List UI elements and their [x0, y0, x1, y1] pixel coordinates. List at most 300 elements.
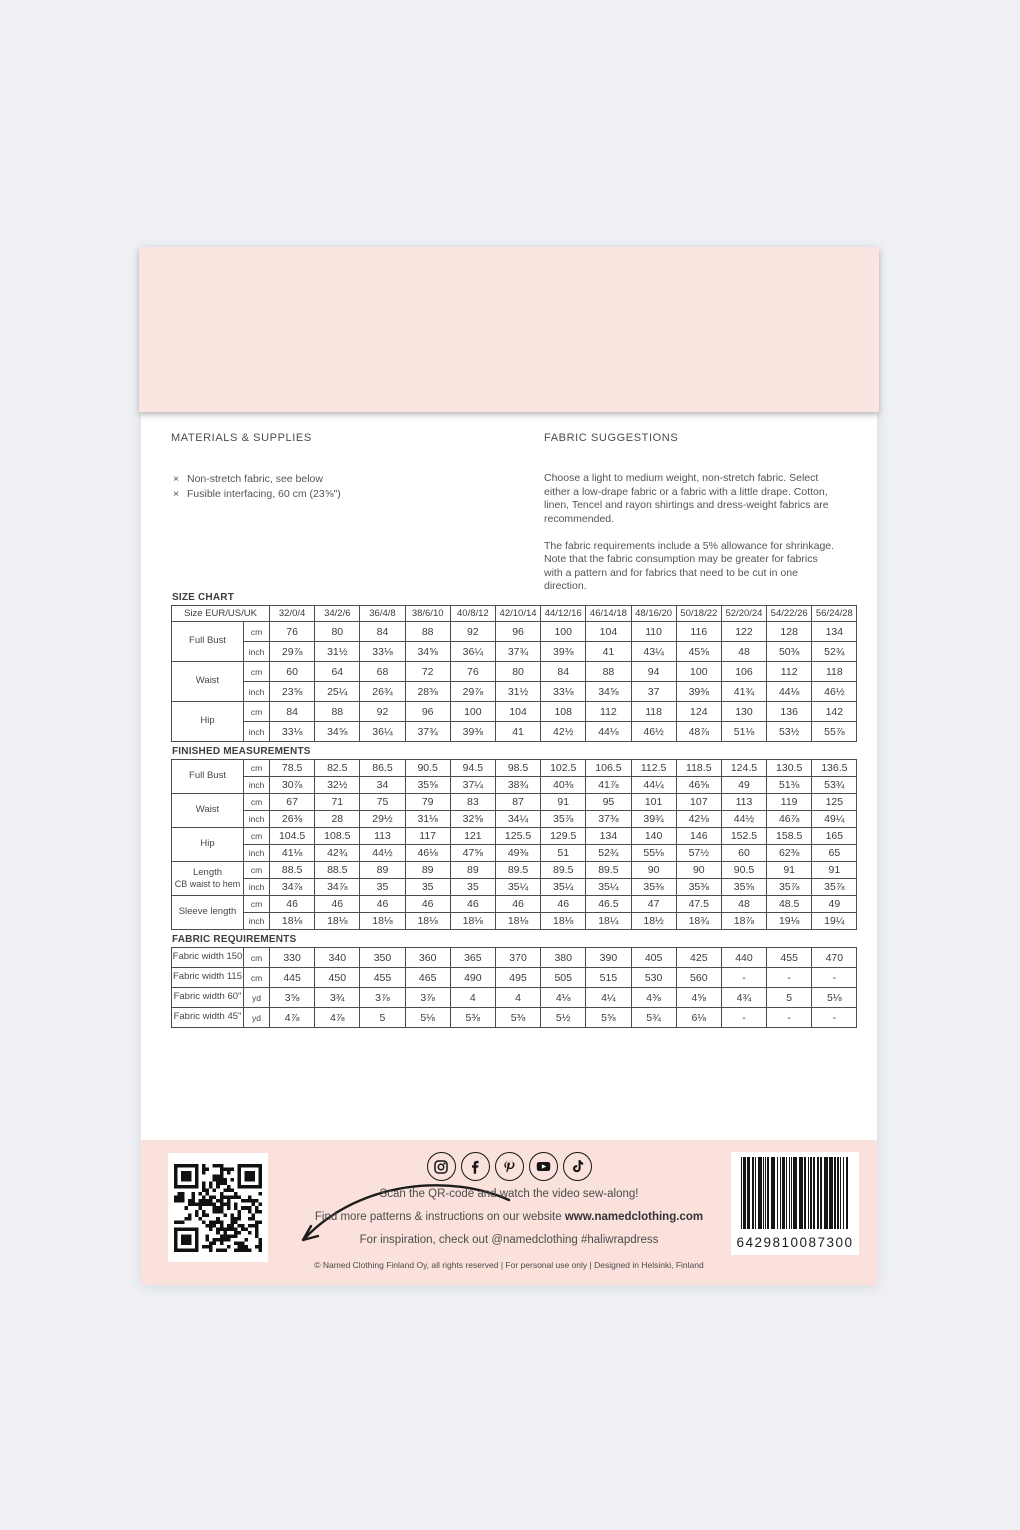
- measurement-cell: 130.5: [767, 760, 812, 777]
- measurement-cell: 88: [586, 662, 631, 682]
- measurement-cell: 152.5: [721, 828, 766, 845]
- measurement-cell: 95: [586, 794, 631, 811]
- material-item-text: Fusible interfacing, 60 cm (23⅝"): [187, 488, 341, 501]
- fabric-suggestions-section: [544, 432, 847, 592]
- list-item: [173, 487, 544, 502]
- measurement-cell: 4⅞: [315, 1008, 360, 1028]
- measurement-cell: 118: [812, 662, 857, 682]
- measurement-cell: 455: [360, 968, 405, 988]
- measurement-cell: 46½: [631, 722, 676, 742]
- measurement-cell: 46: [315, 896, 360, 913]
- measurement-cell: 3¾: [315, 988, 360, 1008]
- measurement-cell: 505: [541, 968, 586, 988]
- measurement-cell: 29½: [360, 811, 405, 828]
- row-label: Hip: [172, 828, 244, 862]
- measurement-cell: 75: [360, 794, 405, 811]
- unit-label: inch: [244, 777, 270, 794]
- measurement-cell: 72: [405, 662, 450, 682]
- measurement-cell: 49: [721, 777, 766, 794]
- measurement-cell: 465: [405, 968, 450, 988]
- measurement-cell: 113: [360, 828, 405, 845]
- unit-label: inch: [244, 642, 270, 662]
- measurement-cell: 87: [495, 794, 540, 811]
- measurement-cell: 46: [360, 896, 405, 913]
- materials-list: [173, 472, 544, 502]
- measurement-cell: 110: [631, 622, 676, 642]
- measurement-cell: 28: [315, 811, 360, 828]
- measurement-cell: 18⅛: [270, 913, 315, 930]
- measurement-cell: 47: [631, 896, 676, 913]
- measurement-cell: 18⅛: [450, 913, 495, 930]
- measurement-cell: 89.5: [586, 862, 631, 879]
- measurement-cell: 136.5: [812, 760, 857, 777]
- measurement-cell: 5¾: [631, 1008, 676, 1028]
- measurement-cell: 117: [405, 828, 450, 845]
- barcode: [731, 1152, 859, 1255]
- measurement-cell: 34⅝: [586, 682, 631, 702]
- measurement-cell: 40⅜: [541, 777, 586, 794]
- measurement-cell: 48.5: [767, 896, 812, 913]
- unit-label: cm: [244, 968, 270, 988]
- measurement-cell: 25¼: [315, 682, 360, 702]
- measurement-cell: 53¾: [812, 777, 857, 794]
- measurement-cell: 29⅞: [270, 642, 315, 662]
- measurement-cell: 88.5: [315, 862, 360, 879]
- measurement-cell: 90: [631, 862, 676, 879]
- measurement-cell: 35⅞: [767, 879, 812, 896]
- size-header-cell: 54/22/26: [767, 606, 812, 622]
- measurement-cell: 78.5: [270, 760, 315, 777]
- size-header-cell: 42/10/14: [495, 606, 540, 622]
- measurement-cell: 455: [767, 948, 812, 968]
- measurement-cell: 44½: [721, 811, 766, 828]
- measurement-cell: 106: [721, 662, 766, 682]
- fabric-suggestions-heading: FABRIC SUGGESTIONS: [544, 432, 679, 444]
- measurement-cell: 35: [405, 879, 450, 896]
- measurement-cell: 41⅛: [270, 845, 315, 862]
- measurement-cell: 31½: [495, 682, 540, 702]
- measurement-cell: 445: [270, 968, 315, 988]
- size-header-cell: 34/2/6: [315, 606, 360, 622]
- measurement-cell: 18⅛: [360, 913, 405, 930]
- measurement-cell: 4: [495, 988, 540, 1008]
- row-label-line: Length: [192, 866, 223, 878]
- measurement-cell: 18¼: [586, 913, 631, 930]
- measurement-cell: 35¼: [495, 879, 540, 896]
- measurement-cell: 51⅜: [767, 777, 812, 794]
- measurement-cell: 47.5: [676, 896, 721, 913]
- unit-label: cm: [244, 794, 270, 811]
- measurement-cell: 65: [812, 845, 857, 862]
- size-chart-table: [171, 605, 857, 742]
- measurement-cell: 33⅛: [541, 682, 586, 702]
- list-item: [173, 472, 544, 487]
- measurement-cell: 124: [676, 702, 721, 722]
- measurement-cell: -: [812, 1008, 857, 1028]
- measurement-cell: 91: [541, 794, 586, 811]
- measurement-cell: 88: [405, 622, 450, 642]
- measurement-cell: 18¾: [676, 913, 721, 930]
- measurement-cell: 32⅝: [450, 811, 495, 828]
- measurement-cell: -: [721, 968, 766, 988]
- pinterest-icon: [495, 1152, 524, 1181]
- finished-measurements-table: [171, 759, 857, 930]
- measurement-cell: 91: [767, 862, 812, 879]
- unit-label: inch: [244, 682, 270, 702]
- footer-website-prefix: Find more patterns & instructions on our website: [314, 1211, 565, 1223]
- fabric-requirements-note-paragraph: The fabric requirements include a 5% allowance for shrinkage. Note that the fabric consumption may be greater for fabrics with a pattern and for fabrics that need to be cut in one direction.: [544, 539, 835, 593]
- measurement-cell: 113: [721, 794, 766, 811]
- measurement-cell: 49: [812, 896, 857, 913]
- measurement-cell: 130: [721, 702, 766, 722]
- measurement-cell: 5⅜: [495, 1008, 540, 1028]
- measurement-cell: 44¼: [631, 777, 676, 794]
- measurement-cell: 37¾: [405, 722, 450, 742]
- measurement-cell: 390: [586, 948, 631, 968]
- measurement-cell: 46⅞: [767, 811, 812, 828]
- facebook-icon: [461, 1152, 490, 1181]
- measurement-cell: 88.5: [270, 862, 315, 879]
- measurement-cell: 41: [495, 722, 540, 742]
- measurement-cell: 88: [315, 702, 360, 722]
- measurement-cell: 46.5: [586, 896, 631, 913]
- measurement-cell: 80: [315, 622, 360, 642]
- measurement-cell: 64: [315, 662, 360, 682]
- x-bullet-icon: ×: [173, 473, 180, 485]
- measurement-cell: 60: [270, 662, 315, 682]
- measurement-cell: 52¾: [812, 642, 857, 662]
- measurement-cell: 380: [541, 948, 586, 968]
- measurement-cell: 37: [631, 682, 676, 702]
- measurement-cell: 94.5: [450, 760, 495, 777]
- measurement-cell: 560: [676, 968, 721, 988]
- barcode-bars: [739, 1157, 851, 1229]
- measurement-cell: 107: [676, 794, 721, 811]
- measurement-cell: 34⅞: [315, 879, 360, 896]
- footer-line-scan: Scan the QR-code and watch the video sew-along!: [379, 1188, 639, 1200]
- measurement-cell: 53½: [767, 722, 812, 742]
- size-header-cell: 38/6/10: [405, 606, 450, 622]
- measurement-cell: 44⅛: [767, 682, 812, 702]
- material-item-text: Non-stretch fabric, see below: [187, 473, 323, 485]
- measurement-cell: 104.5: [270, 828, 315, 845]
- measurement-cell: 29⅞: [450, 682, 495, 702]
- measurement-cell: 142: [812, 702, 857, 722]
- size-header-cell: 46/14/18: [586, 606, 631, 622]
- measurement-cell: 18⅛: [405, 913, 450, 930]
- measurement-cell: 165: [812, 828, 857, 845]
- measurement-cell: 365: [450, 948, 495, 968]
- measurement-cell: 39¾: [631, 811, 676, 828]
- page-content: [141, 412, 877, 1140]
- unit-label: cm: [244, 948, 270, 968]
- instagram-icon: [427, 1152, 456, 1181]
- measurement-cell: 30⅞: [270, 777, 315, 794]
- measurement-cell: 140: [631, 828, 676, 845]
- measurement-cell: 112: [586, 702, 631, 722]
- row-label: Full Bust: [172, 622, 244, 662]
- measurement-cell: -: [721, 1008, 766, 1028]
- measurement-cell: 125.5: [495, 828, 540, 845]
- measurement-cell: 42½: [541, 722, 586, 742]
- measurement-cell: 18½: [631, 913, 676, 930]
- measurement-cell: 124.5: [721, 760, 766, 777]
- measurement-cell: 19⅛: [767, 913, 812, 930]
- row-label: Fabric width 150: [172, 948, 244, 968]
- unit-label: cm: [244, 828, 270, 845]
- footer-line-inspiration: For inspiration, check out @namedclothing #haliwrapdress: [359, 1234, 659, 1246]
- tables-section: [171, 592, 853, 1028]
- measurement-cell: 36¼: [360, 722, 405, 742]
- measurement-cell: 108: [541, 702, 586, 722]
- tiktok-icon: [563, 1152, 592, 1181]
- measurement-cell: 5: [360, 1008, 405, 1028]
- row-label: Fabric width 115: [172, 968, 244, 988]
- measurement-cell: 42¾: [315, 845, 360, 862]
- measurement-cell: 121: [450, 828, 495, 845]
- measurement-cell: 19¼: [812, 913, 857, 930]
- measurement-cell: 100: [541, 622, 586, 642]
- bottom-pink-band: [141, 1140, 877, 1285]
- measurement-cell: 146: [676, 828, 721, 845]
- measurement-cell: 90: [676, 862, 721, 879]
- measurement-cell: 45⅝: [676, 642, 721, 662]
- measurement-cell: 91: [812, 862, 857, 879]
- measurement-cell: 4⅜: [631, 988, 676, 1008]
- row-label: Waist: [172, 662, 244, 702]
- footer-copyright: © Named Clothing Finland Oy, all rights reserved | For personal use only | Designed in Helsinki, Finland: [314, 1260, 704, 1270]
- measurement-cell: 3⅝: [270, 988, 315, 1008]
- measurement-cell: 55⅞: [812, 722, 857, 742]
- youtube-icon: [529, 1152, 558, 1181]
- measurement-cell: 18⅛: [495, 913, 540, 930]
- measurement-cell: 46: [450, 896, 495, 913]
- measurement-cell: 89: [405, 862, 450, 879]
- measurement-cell: 55⅛: [631, 845, 676, 862]
- measurement-cell: 6⅛: [676, 1008, 721, 1028]
- size-header-corner: Size EUR/US/UK: [172, 606, 270, 622]
- measurement-cell: 405: [631, 948, 676, 968]
- measurement-cell: 34: [360, 777, 405, 794]
- size-header-cell: 44/12/16: [541, 606, 586, 622]
- barcode-number: 6429810087300: [736, 1235, 854, 1250]
- measurement-cell: 118.5: [676, 760, 721, 777]
- measurement-cell: 3⅞: [405, 988, 450, 1008]
- measurement-cell: 370: [495, 948, 540, 968]
- row-label: Fabric width 45": [172, 1008, 244, 1028]
- materials-section: [171, 432, 544, 592]
- measurement-cell: 104: [586, 622, 631, 642]
- measurement-cell: 90.5: [405, 760, 450, 777]
- finished-measurements-title: FINISHED MEASUREMENTS: [172, 746, 311, 757]
- measurement-cell: 129.5: [541, 828, 586, 845]
- pattern-back-page: [141, 247, 877, 1285]
- measurement-cell: 39⅜: [541, 642, 586, 662]
- measurement-cell: 116: [676, 622, 721, 642]
- measurement-cell: 89.5: [541, 862, 586, 879]
- fabric-suggestions-paragraph: Choose a light to medium weight, non-stretch fabric. Select either a low-drape fabric or a fabric with a little drape. Cotton, linen, Tencel and rayon shirtings and dress-weight fabrics are recommended.: [544, 472, 829, 525]
- measurement-cell: 440: [721, 948, 766, 968]
- measurement-cell: 530: [631, 968, 676, 988]
- measurement-cell: 60: [721, 845, 766, 862]
- x-bullet-icon: ×: [173, 488, 180, 501]
- unit-label: inch: [244, 845, 270, 862]
- measurement-cell: 92: [360, 702, 405, 722]
- row-label-line: CB waist to hem: [174, 878, 241, 889]
- measurement-cell: 46½: [812, 682, 857, 702]
- measurement-cell: 106.5: [586, 760, 631, 777]
- size-header-cell: 48/16/20: [631, 606, 676, 622]
- measurement-cell: 33⅛: [360, 642, 405, 662]
- measurement-cell: 86.5: [360, 760, 405, 777]
- measurement-cell: 5: [767, 988, 812, 1008]
- measurement-cell: 92: [450, 622, 495, 642]
- measurement-cell: 46: [405, 896, 450, 913]
- measurement-cell: 67: [270, 794, 315, 811]
- measurement-cell: 46⅝: [676, 777, 721, 794]
- measurement-cell: 31½: [315, 642, 360, 662]
- measurement-cell: 83: [450, 794, 495, 811]
- measurement-cell: 101: [631, 794, 676, 811]
- measurement-cell: 34⅝: [315, 722, 360, 742]
- fabric-requirements-title: FABRIC REQUIREMENTS: [172, 934, 297, 945]
- measurement-cell: 89: [450, 862, 495, 879]
- unit-label: cm: [244, 662, 270, 682]
- measurement-cell: 35⅜: [631, 879, 676, 896]
- measurement-cell: 76: [450, 662, 495, 682]
- measurement-cell: 4⅛: [541, 988, 586, 1008]
- measurement-cell: 39⅜: [450, 722, 495, 742]
- measurement-cell: 41: [586, 642, 631, 662]
- fabric-requirements-table: [171, 947, 857, 1028]
- unit-label: yd: [244, 1008, 270, 1028]
- unit-label: cm: [244, 760, 270, 777]
- measurement-cell: 68: [360, 662, 405, 682]
- row-label: [172, 862, 244, 896]
- measurement-cell: 49¼: [812, 811, 857, 828]
- measurement-cell: 96: [405, 702, 450, 722]
- measurement-cell: 5½: [541, 1008, 586, 1028]
- measurement-cell: 4¾: [721, 988, 766, 1008]
- measurement-cell: 350: [360, 948, 405, 968]
- unit-label: inch: [244, 879, 270, 896]
- measurement-cell: 46: [495, 896, 540, 913]
- measurement-cell: 89.5: [495, 862, 540, 879]
- measurement-cell: 450: [315, 968, 360, 988]
- measurement-cell: 32½: [315, 777, 360, 794]
- measurement-cell: 23⅝: [270, 682, 315, 702]
- unit-label: inch: [244, 811, 270, 828]
- unit-label: cm: [244, 702, 270, 722]
- measurement-cell: 102.5: [541, 760, 586, 777]
- measurement-cell: 89: [360, 862, 405, 879]
- size-header-cell: 36/4/8: [360, 606, 405, 622]
- measurement-cell: 76: [270, 622, 315, 642]
- measurement-cell: 79: [405, 794, 450, 811]
- measurement-cell: 490: [450, 968, 495, 988]
- website-url: www.namedclothing.com: [564, 1211, 704, 1223]
- measurement-cell: 340: [315, 948, 360, 968]
- measurement-cell: 48: [721, 642, 766, 662]
- measurement-cell: 4⅞: [270, 1008, 315, 1028]
- measurement-cell: 330: [270, 948, 315, 968]
- measurement-cell: 112.5: [631, 760, 676, 777]
- measurement-cell: 5⅛: [405, 1008, 450, 1028]
- measurement-cell: 34⅞: [270, 879, 315, 896]
- size-header-cell: 52/20/24: [721, 606, 766, 622]
- unit-label: inch: [244, 722, 270, 742]
- measurement-cell: 82.5: [315, 760, 360, 777]
- measurement-cell: 37¾: [495, 642, 540, 662]
- measurement-cell: 35⅜: [676, 879, 721, 896]
- measurement-cell: 44⅛: [586, 722, 631, 742]
- measurement-cell: 35⅞: [812, 879, 857, 896]
- measurement-cell: 48: [721, 896, 766, 913]
- row-label: Sleeve length: [172, 896, 244, 930]
- size-header-cell: 50/18/22: [676, 606, 721, 622]
- measurement-cell: 43¼: [631, 642, 676, 662]
- measurement-cell: 98.5: [495, 760, 540, 777]
- top-pink-band: [139, 247, 879, 412]
- measurement-cell: 360: [405, 948, 450, 968]
- size-chart-title: SIZE CHART: [172, 592, 234, 603]
- measurement-cell: 41¾: [721, 682, 766, 702]
- unit-label: cm: [244, 896, 270, 913]
- size-header-cell: 32/0/4: [270, 606, 315, 622]
- unit-label: inch: [244, 913, 270, 930]
- measurement-cell: 134: [586, 828, 631, 845]
- measurement-cell: -: [812, 968, 857, 988]
- measurement-cell: 158.5: [767, 828, 812, 845]
- row-label: Hip: [172, 702, 244, 742]
- measurement-cell: 71: [315, 794, 360, 811]
- measurement-cell: 28⅜: [405, 682, 450, 702]
- measurement-cell: 118: [631, 702, 676, 722]
- measurement-cell: 49⅜: [495, 845, 540, 862]
- materials-heading: MATERIALS & SUPPLIES: [171, 432, 312, 444]
- measurement-cell: 34¼: [495, 811, 540, 828]
- row-label: Full Bust: [172, 760, 244, 794]
- measurement-cell: 35⅞: [541, 811, 586, 828]
- size-header-cell: 56/24/28: [812, 606, 857, 622]
- measurement-cell: 5⅜: [450, 1008, 495, 1028]
- measurement-cell: 52¾: [586, 845, 631, 862]
- measurement-cell: 94: [631, 662, 676, 682]
- row-label: Fabric width 60": [172, 988, 244, 1008]
- measurement-cell: 36¼: [450, 642, 495, 662]
- measurement-cell: 46⅛: [405, 845, 450, 862]
- measurement-cell: 37⅜: [586, 811, 631, 828]
- measurement-cell: 4: [450, 988, 495, 1008]
- measurement-cell: 31⅛: [405, 811, 450, 828]
- measurement-cell: 125: [812, 794, 857, 811]
- measurement-cell: 112: [767, 662, 812, 682]
- measurement-cell: 96: [495, 622, 540, 642]
- measurement-cell: 37¼: [450, 777, 495, 794]
- measurement-cell: 18⅛: [541, 913, 586, 930]
- measurement-cell: 26⅜: [270, 811, 315, 828]
- measurement-cell: 41⅞: [586, 777, 631, 794]
- measurement-cell: 46: [270, 896, 315, 913]
- row-label: Waist: [172, 794, 244, 828]
- measurement-cell: 46: [541, 896, 586, 913]
- measurement-cell: 5⅛: [812, 988, 857, 1008]
- measurement-cell: 38¾: [495, 777, 540, 794]
- measurement-cell: 48⅞: [676, 722, 721, 742]
- measurement-cell: 90.5: [721, 862, 766, 879]
- measurement-cell: 26¾: [360, 682, 405, 702]
- measurement-cell: 134: [812, 622, 857, 642]
